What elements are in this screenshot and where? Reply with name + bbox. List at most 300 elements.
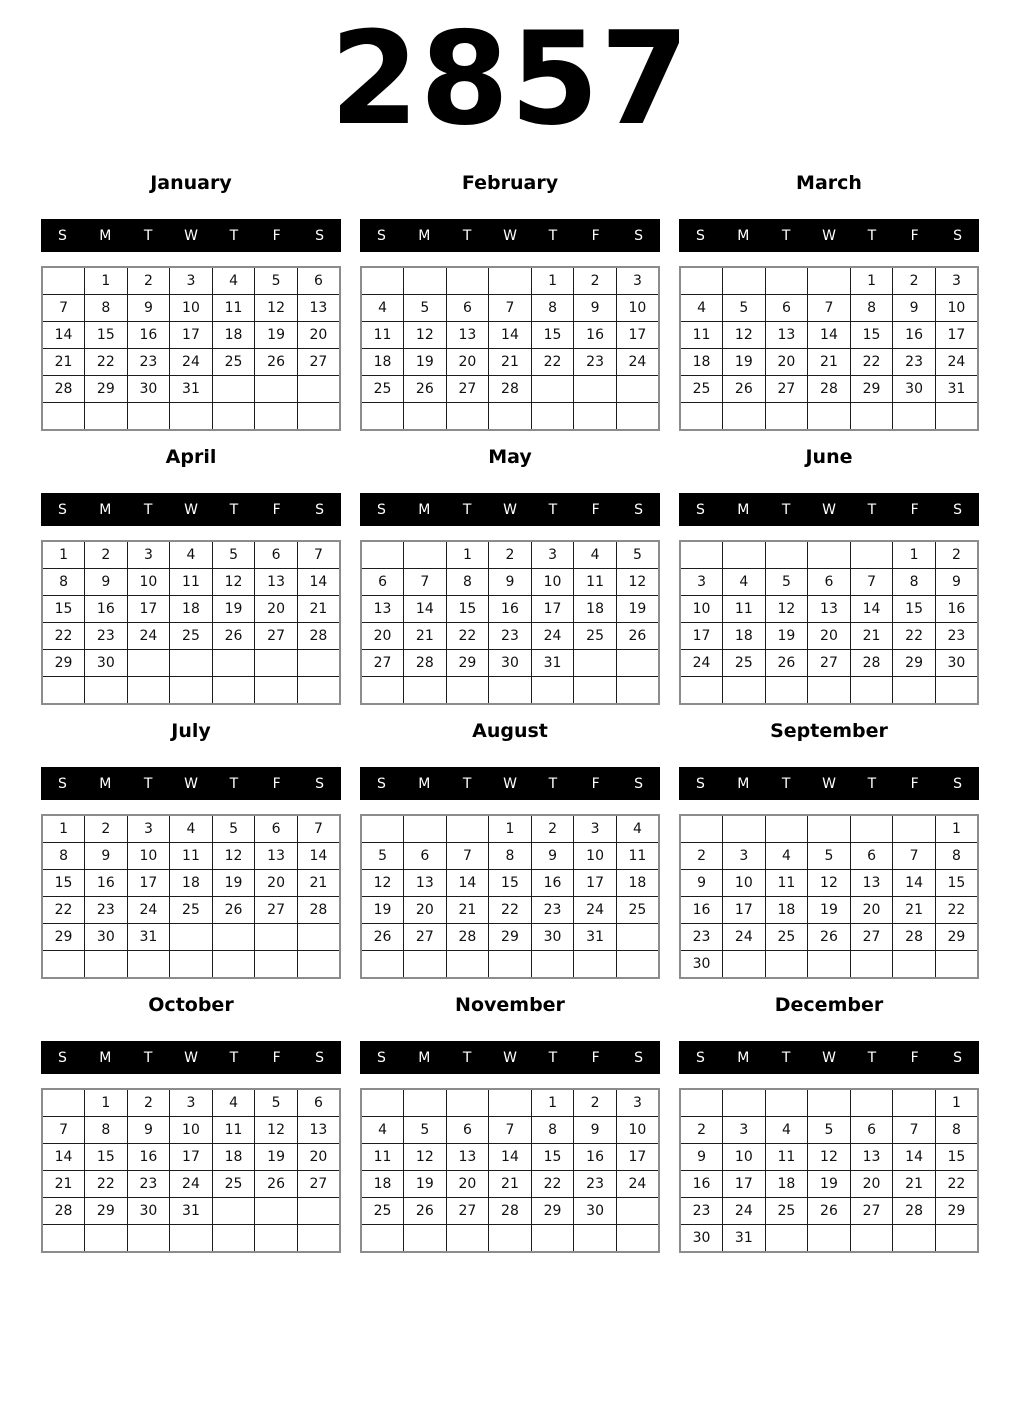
- day-cell: [212, 376, 255, 403]
- week-row: [680, 569, 978, 596]
- day-cell: 10: [574, 843, 617, 870]
- day-cell: [723, 1089, 766, 1117]
- month-block: [41, 444, 341, 705]
- week-row: [42, 870, 340, 897]
- year-title: 2857: [329, 5, 691, 154]
- day-cell: [127, 951, 170, 979]
- day-cell: 29: [85, 376, 128, 403]
- weekday-header-cell: S: [376, 775, 386, 792]
- day-cell: [42, 267, 85, 295]
- day-cell: 20: [808, 623, 851, 650]
- day-cell: 2: [935, 541, 978, 569]
- day-cell: [170, 677, 213, 705]
- day-cell: 9: [574, 1117, 617, 1144]
- weekday-header-cell: S: [953, 1049, 963, 1066]
- month-days-table: [41, 266, 341, 431]
- week-row: [680, 322, 978, 349]
- day-cell: 1: [446, 541, 489, 569]
- day-cell: [531, 1225, 574, 1253]
- month-title: August: [472, 720, 548, 742]
- day-cell: 4: [680, 295, 723, 322]
- day-cell: [212, 951, 255, 979]
- day-cell: [446, 677, 489, 705]
- day-cell: 11: [212, 295, 255, 322]
- day-cell: [361, 1225, 404, 1253]
- day-cell: 12: [404, 1144, 447, 1171]
- day-cell: 31: [127, 924, 170, 951]
- day-cell: [446, 1089, 489, 1117]
- day-cell: 10: [616, 295, 659, 322]
- week-row: [361, 1117, 659, 1144]
- day-cell: [255, 1225, 298, 1253]
- day-cell: 15: [489, 870, 532, 897]
- day-cell: 21: [489, 1171, 532, 1198]
- week-row: [42, 897, 340, 924]
- day-cell: [935, 677, 978, 705]
- day-cell: 25: [616, 897, 659, 924]
- day-cell: 31: [170, 1198, 213, 1225]
- day-cell: 4: [361, 1117, 404, 1144]
- day-cell: [616, 924, 659, 951]
- day-cell: 19: [765, 623, 808, 650]
- week-row: [361, 897, 659, 924]
- month-block: [679, 718, 979, 979]
- day-cell: 15: [446, 596, 489, 623]
- day-cell: 16: [680, 897, 723, 924]
- weekday-header-cell: M: [737, 227, 750, 244]
- day-cell: 30: [935, 650, 978, 677]
- day-cell: [212, 650, 255, 677]
- day-cell: [297, 1225, 340, 1253]
- month-block: [679, 170, 979, 431]
- month-days-table: [360, 1088, 660, 1253]
- week-row: [680, 870, 978, 897]
- day-cell: 25: [212, 349, 255, 376]
- day-cell: 2: [531, 815, 574, 843]
- day-cell: 7: [893, 1117, 936, 1144]
- weekday-header-cell: T: [143, 501, 153, 518]
- day-cell: 3: [127, 815, 170, 843]
- month-title: April: [165, 446, 217, 468]
- weekday-header-cell: W: [822, 775, 836, 792]
- day-cell: [680, 267, 723, 295]
- week-row: [42, 322, 340, 349]
- day-cell: 1: [893, 541, 936, 569]
- day-cell: 11: [574, 569, 617, 596]
- day-cell: 23: [127, 1171, 170, 1198]
- day-cell: 15: [935, 1144, 978, 1171]
- day-cell: 12: [808, 1144, 851, 1171]
- weekday-header-cell: S: [695, 227, 705, 244]
- day-cell: 9: [935, 569, 978, 596]
- day-cell: [170, 403, 213, 431]
- month-title: June: [805, 446, 853, 468]
- week-row: [680, 541, 978, 569]
- day-cell: [446, 403, 489, 431]
- day-cell: [850, 677, 893, 705]
- day-cell: 18: [765, 1171, 808, 1198]
- weekday-header-cell: S: [634, 501, 644, 518]
- day-cell: 23: [85, 897, 128, 924]
- day-cell: 9: [127, 1117, 170, 1144]
- day-cell: [361, 951, 404, 979]
- day-cell: 17: [127, 870, 170, 897]
- day-cell: 4: [170, 541, 213, 569]
- day-cell: 27: [361, 650, 404, 677]
- day-cell: 27: [404, 924, 447, 951]
- month-days-table: [360, 814, 660, 979]
- weekday-header-cell: S: [376, 501, 386, 518]
- week-row: [361, 951, 659, 979]
- day-cell: 24: [531, 623, 574, 650]
- day-cell: 4: [170, 815, 213, 843]
- day-cell: 19: [212, 870, 255, 897]
- day-cell: 26: [404, 1198, 447, 1225]
- week-row: [361, 349, 659, 376]
- day-cell: 2: [574, 267, 617, 295]
- day-cell: 5: [404, 1117, 447, 1144]
- day-cell: 26: [361, 924, 404, 951]
- day-cell: 1: [531, 1089, 574, 1117]
- weekday-header-cell: F: [910, 501, 919, 518]
- week-row: [680, 1225, 978, 1253]
- week-row: [680, 924, 978, 951]
- day-cell: 7: [489, 1117, 532, 1144]
- weekday-header-cell: W: [822, 227, 836, 244]
- day-cell: 8: [446, 569, 489, 596]
- week-row: [680, 815, 978, 843]
- day-cell: 23: [574, 349, 617, 376]
- day-cell: 30: [489, 650, 532, 677]
- day-cell: [404, 267, 447, 295]
- week-row: [680, 897, 978, 924]
- day-cell: 15: [85, 1144, 128, 1171]
- day-cell: 30: [127, 376, 170, 403]
- day-cell: 22: [85, 1171, 128, 1198]
- weekday-header-cell: W: [184, 501, 198, 518]
- month-block: [679, 992, 979, 1253]
- day-cell: [404, 403, 447, 431]
- day-cell: 3: [170, 1089, 213, 1117]
- day-cell: 3: [170, 267, 213, 295]
- week-row: [42, 376, 340, 403]
- day-cell: [574, 376, 617, 403]
- day-cell: 17: [574, 870, 617, 897]
- month-title: September: [770, 720, 888, 742]
- day-cell: 7: [489, 295, 532, 322]
- day-cell: 8: [531, 295, 574, 322]
- week-row: [361, 843, 659, 870]
- day-cell: 6: [765, 295, 808, 322]
- day-cell: 6: [361, 569, 404, 596]
- day-cell: 3: [680, 569, 723, 596]
- weekday-header-cell: T: [229, 501, 239, 518]
- day-cell: 22: [893, 623, 936, 650]
- day-cell: [361, 267, 404, 295]
- weekday-header-cell: S: [315, 775, 325, 792]
- day-cell: 4: [574, 541, 617, 569]
- month-title: January: [150, 172, 232, 194]
- day-cell: 24: [680, 650, 723, 677]
- day-cell: 15: [85, 322, 128, 349]
- weekday-header-cell: T: [867, 501, 877, 518]
- day-cell: [765, 951, 808, 979]
- day-cell: 22: [935, 1171, 978, 1198]
- day-cell: 17: [680, 623, 723, 650]
- weekday-header-cell: M: [737, 775, 750, 792]
- day-cell: 12: [212, 569, 255, 596]
- day-cell: 1: [85, 267, 128, 295]
- day-cell: 10: [616, 1117, 659, 1144]
- day-cell: 11: [212, 1117, 255, 1144]
- month-title: October: [148, 994, 234, 1016]
- day-cell: 16: [680, 1171, 723, 1198]
- weekday-header-cell: F: [591, 501, 600, 518]
- day-cell: [42, 951, 85, 979]
- day-cell: 18: [170, 596, 213, 623]
- week-row: [42, 1089, 340, 1117]
- day-cell: 29: [42, 650, 85, 677]
- day-cell: 25: [765, 1198, 808, 1225]
- day-cell: 22: [489, 897, 532, 924]
- day-cell: [616, 1198, 659, 1225]
- day-cell: [765, 1089, 808, 1117]
- day-cell: 3: [723, 843, 766, 870]
- day-cell: 19: [808, 897, 851, 924]
- day-cell: 13: [255, 843, 298, 870]
- day-cell: [808, 1225, 851, 1253]
- day-cell: 11: [170, 843, 213, 870]
- day-cell: [723, 541, 766, 569]
- day-cell: 10: [170, 295, 213, 322]
- day-cell: [765, 815, 808, 843]
- day-cell: 18: [616, 870, 659, 897]
- day-cell: 6: [850, 843, 893, 870]
- week-row: [680, 596, 978, 623]
- day-cell: 21: [808, 349, 851, 376]
- day-cell: 5: [808, 843, 851, 870]
- day-cell: 28: [42, 1198, 85, 1225]
- day-cell: 17: [127, 596, 170, 623]
- day-cell: 14: [297, 843, 340, 870]
- day-cell: [361, 815, 404, 843]
- day-cell: 22: [42, 897, 85, 924]
- day-cell: 30: [127, 1198, 170, 1225]
- day-cell: [297, 376, 340, 403]
- day-cell: 3: [531, 541, 574, 569]
- day-cell: 22: [446, 623, 489, 650]
- day-cell: [935, 951, 978, 979]
- weekday-header-cell: W: [503, 501, 517, 518]
- day-cell: [85, 677, 128, 705]
- day-cell: [297, 403, 340, 431]
- day-cell: [935, 403, 978, 431]
- weekday-header-row: [41, 219, 341, 252]
- day-cell: [446, 1225, 489, 1253]
- day-cell: 18: [361, 1171, 404, 1198]
- month-title: November: [455, 994, 565, 1016]
- week-row: [361, 650, 659, 677]
- weekday-header-cell: T: [781, 501, 791, 518]
- day-cell: 7: [446, 843, 489, 870]
- day-cell: 16: [574, 322, 617, 349]
- day-cell: 2: [893, 267, 936, 295]
- day-cell: 14: [489, 322, 532, 349]
- weekday-header-cell: F: [591, 227, 600, 244]
- day-cell: [489, 267, 532, 295]
- day-cell: 3: [935, 267, 978, 295]
- day-cell: 26: [808, 924, 851, 951]
- day-cell: 15: [531, 1144, 574, 1171]
- weekday-header-cell: T: [462, 775, 472, 792]
- week-row: [361, 541, 659, 569]
- weekday-header-row: [360, 493, 660, 526]
- day-cell: 15: [850, 322, 893, 349]
- day-cell: 6: [297, 1089, 340, 1117]
- day-cell: [850, 815, 893, 843]
- day-cell: 24: [616, 349, 659, 376]
- weekday-header-cell: M: [418, 775, 431, 792]
- day-cell: [680, 677, 723, 705]
- day-cell: 28: [489, 376, 532, 403]
- day-cell: 16: [893, 322, 936, 349]
- weekday-header-cell: F: [272, 1049, 281, 1066]
- day-cell: [765, 541, 808, 569]
- day-cell: [893, 951, 936, 979]
- day-cell: 29: [446, 650, 489, 677]
- day-cell: 12: [808, 870, 851, 897]
- day-cell: 22: [850, 349, 893, 376]
- weekday-header-cell: T: [548, 1049, 558, 1066]
- day-cell: [42, 1089, 85, 1117]
- day-cell: [574, 677, 617, 705]
- day-cell: [723, 267, 766, 295]
- day-cell: 19: [255, 1144, 298, 1171]
- day-cell: 25: [170, 897, 213, 924]
- day-cell: [255, 650, 298, 677]
- day-cell: 2: [85, 541, 128, 569]
- day-cell: 24: [170, 1171, 213, 1198]
- day-cell: [680, 541, 723, 569]
- weekday-header-cell: T: [781, 1049, 791, 1066]
- day-cell: 30: [85, 924, 128, 951]
- day-cell: 5: [255, 1089, 298, 1117]
- weekday-header-cell: M: [418, 227, 431, 244]
- month-days-table: [360, 540, 660, 705]
- month-title: May: [488, 446, 532, 468]
- day-cell: 15: [935, 870, 978, 897]
- day-cell: 9: [489, 569, 532, 596]
- day-cell: 30: [574, 1198, 617, 1225]
- day-cell: 16: [935, 596, 978, 623]
- weekday-header-cell: S: [634, 227, 644, 244]
- week-row: [361, 376, 659, 403]
- day-cell: 4: [765, 1117, 808, 1144]
- weekday-header-row: [41, 767, 341, 800]
- day-cell: 25: [765, 924, 808, 951]
- weekday-header-cell: M: [737, 501, 750, 518]
- day-cell: [680, 403, 723, 431]
- weekday-header-cell: S: [315, 501, 325, 518]
- week-row: [42, 1144, 340, 1171]
- day-cell: [42, 677, 85, 705]
- week-row: [680, 677, 978, 705]
- day-cell: [616, 1225, 659, 1253]
- day-cell: 25: [170, 623, 213, 650]
- day-cell: 12: [255, 295, 298, 322]
- day-cell: 10: [127, 569, 170, 596]
- day-cell: 21: [297, 596, 340, 623]
- weekday-header-cell: F: [272, 501, 281, 518]
- day-cell: 26: [765, 650, 808, 677]
- week-row: [680, 267, 978, 295]
- week-row: [361, 267, 659, 295]
- day-cell: 9: [574, 295, 617, 322]
- day-cell: [489, 403, 532, 431]
- day-cell: [297, 1198, 340, 1225]
- day-cell: 9: [85, 843, 128, 870]
- day-cell: 28: [893, 924, 936, 951]
- day-cell: 14: [297, 569, 340, 596]
- day-cell: 26: [808, 1198, 851, 1225]
- day-cell: 2: [574, 1089, 617, 1117]
- day-cell: 24: [935, 349, 978, 376]
- day-cell: 26: [404, 376, 447, 403]
- day-cell: 27: [297, 349, 340, 376]
- day-cell: 27: [765, 376, 808, 403]
- day-cell: 20: [850, 1171, 893, 1198]
- weekday-header-cell: T: [143, 775, 153, 792]
- day-cell: 8: [85, 295, 128, 322]
- day-cell: 2: [489, 541, 532, 569]
- day-cell: 16: [489, 596, 532, 623]
- day-cell: [723, 815, 766, 843]
- day-cell: 17: [616, 322, 659, 349]
- week-row: [42, 267, 340, 295]
- day-cell: 13: [361, 596, 404, 623]
- day-cell: [531, 403, 574, 431]
- week-row: [42, 596, 340, 623]
- day-cell: 7: [404, 569, 447, 596]
- weekday-header-cell: T: [229, 775, 239, 792]
- day-cell: 12: [616, 569, 659, 596]
- day-cell: 15: [893, 596, 936, 623]
- day-cell: 9: [680, 870, 723, 897]
- day-cell: 13: [446, 1144, 489, 1171]
- day-cell: 27: [850, 1198, 893, 1225]
- day-cell: 26: [212, 897, 255, 924]
- day-cell: 22: [531, 1171, 574, 1198]
- day-cell: 19: [212, 596, 255, 623]
- day-cell: [170, 650, 213, 677]
- day-cell: 9: [127, 295, 170, 322]
- day-cell: 14: [489, 1144, 532, 1171]
- day-cell: 5: [765, 569, 808, 596]
- week-row: [680, 650, 978, 677]
- month-days-table: [41, 814, 341, 979]
- weekday-header-cell: S: [315, 1049, 325, 1066]
- day-cell: [574, 951, 617, 979]
- month-days-table: [41, 1088, 341, 1253]
- day-cell: 19: [404, 1171, 447, 1198]
- day-cell: 17: [531, 596, 574, 623]
- day-cell: 12: [765, 596, 808, 623]
- day-cell: 30: [893, 376, 936, 403]
- week-row: [680, 295, 978, 322]
- day-cell: [808, 403, 851, 431]
- day-cell: [850, 1089, 893, 1117]
- day-cell: 29: [935, 924, 978, 951]
